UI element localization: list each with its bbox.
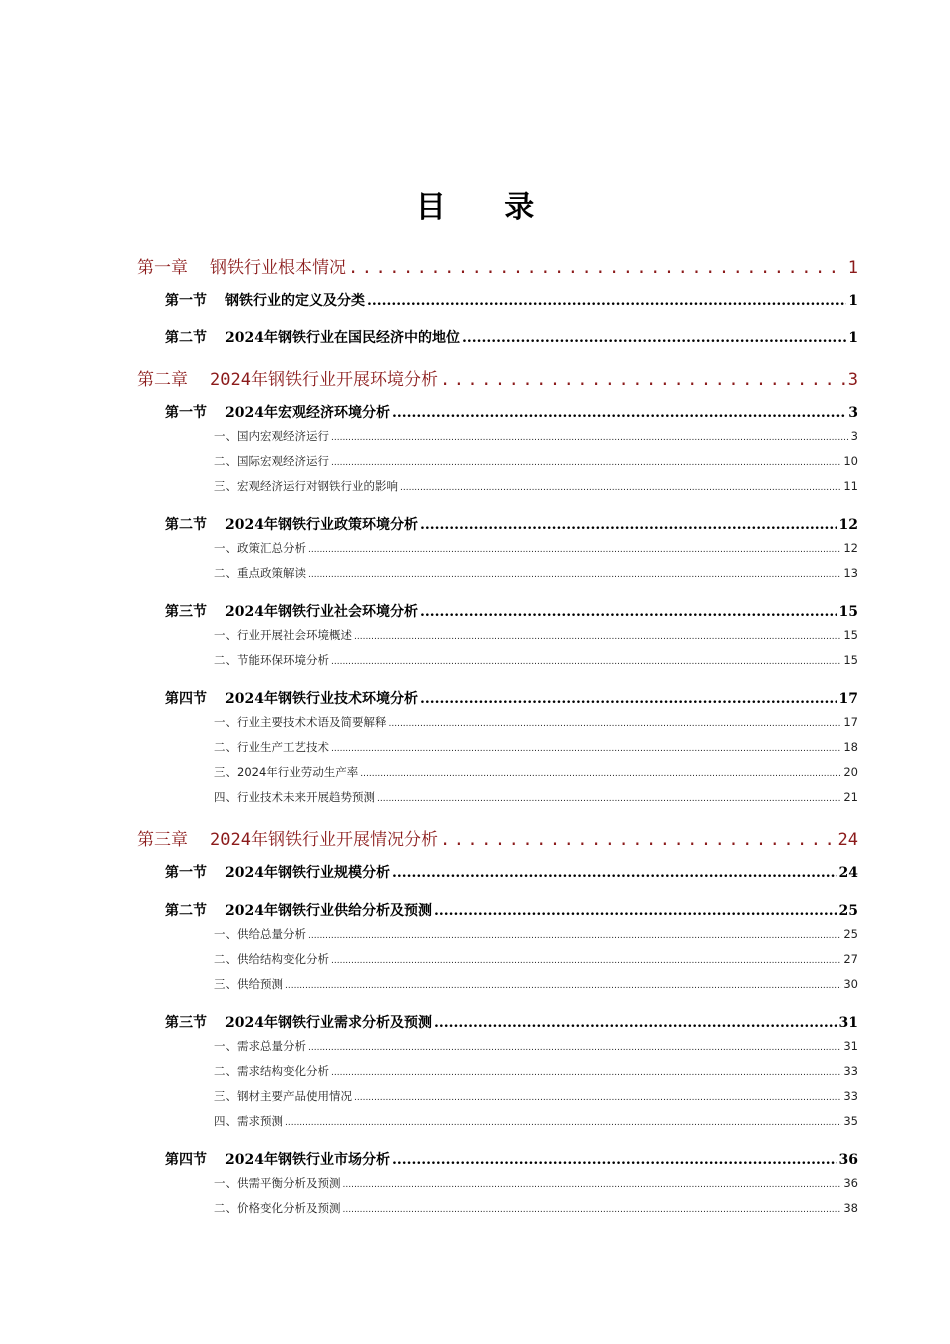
toc-item[interactable] xyxy=(214,926,858,942)
section-title: 2024年宏观经济环境分析 xyxy=(225,405,390,421)
page-number: 33 xyxy=(843,1064,858,1078)
item-title: 一、供需平衡分析及预测 xyxy=(214,1176,341,1190)
dot-leader xyxy=(331,429,849,443)
dot-leader xyxy=(285,1114,841,1128)
page-number: 38 xyxy=(843,1201,858,1215)
page-number: 3 xyxy=(847,370,858,390)
page-number: 3 xyxy=(848,405,858,421)
toc-item[interactable] xyxy=(214,453,858,469)
dot-leader xyxy=(343,1176,842,1190)
toc-section[interactable] xyxy=(165,900,858,920)
dot-leader xyxy=(420,517,837,533)
section-title: 2024年钢铁行业市场分析 xyxy=(225,1152,390,1168)
toc-item[interactable] xyxy=(214,714,858,730)
item-title: 二、行业生产工艺技术 xyxy=(214,740,329,754)
toc-section[interactable] xyxy=(165,1149,858,1169)
toc-item[interactable] xyxy=(214,1063,858,1079)
toc-item[interactable] xyxy=(214,739,858,755)
item-title: 一、需求总量分析 xyxy=(214,1039,306,1053)
toc-chapter[interactable] xyxy=(137,825,858,850)
dot-leader xyxy=(389,715,842,729)
page-number: 35 xyxy=(843,1114,858,1128)
page-number: 24 xyxy=(837,830,858,850)
dot-leader xyxy=(354,628,841,642)
chapter-title: 钢铁行业根本情况 xyxy=(210,258,346,278)
page-number: 25 xyxy=(838,903,858,919)
section-title: 钢铁行业的定义及分类 xyxy=(225,293,365,309)
section-number: 第二节 xyxy=(165,330,207,346)
dot-leader xyxy=(285,977,841,991)
toc-item[interactable] xyxy=(214,789,858,805)
dot-leader xyxy=(331,454,841,468)
toc-section[interactable] xyxy=(165,1012,858,1032)
section-number: 第四节 xyxy=(165,1152,207,1168)
page-number: 24 xyxy=(838,865,858,881)
page-number: 36 xyxy=(843,1176,858,1190)
page-title: 目 录 xyxy=(415,190,559,225)
toc-section[interactable] xyxy=(165,688,858,708)
section-title: 2024年钢铁行业供给分析及预测 xyxy=(225,903,432,919)
item-title: 三、供给预测 xyxy=(214,977,283,991)
toc-item[interactable] xyxy=(214,976,858,992)
page-number: 3 xyxy=(850,429,858,443)
dot-leader xyxy=(400,479,841,493)
item-title: 四、需求预测 xyxy=(214,1114,283,1128)
section-number: 第四节 xyxy=(165,691,207,707)
dot-leader xyxy=(392,405,846,421)
dot-leader xyxy=(331,1064,841,1078)
item-title: 二、供给结构变化分析 xyxy=(214,952,329,966)
page-number: 11 xyxy=(843,479,858,493)
toc-section[interactable] xyxy=(165,601,858,621)
toc-section[interactable] xyxy=(165,862,858,882)
toc-item[interactable] xyxy=(214,428,858,444)
section-number: 第一节 xyxy=(165,293,207,309)
dot-leader xyxy=(308,566,841,580)
item-title: 二、国际宏观经济运行 xyxy=(214,454,329,468)
dot-leader xyxy=(348,258,846,278)
page-number: 17 xyxy=(843,715,858,729)
item-title: 三、钢材主要产品使用情况 xyxy=(214,1089,352,1103)
page-number: 31 xyxy=(843,1039,858,1053)
toc-section[interactable] xyxy=(165,402,858,422)
item-title: 三、宏观经济运行对钢铁行业的影响 xyxy=(214,479,398,493)
dot-leader xyxy=(343,1201,842,1215)
dot-leader xyxy=(462,330,846,346)
dot-leader xyxy=(440,830,836,850)
dot-leader xyxy=(434,1015,837,1031)
toc-section[interactable] xyxy=(165,327,858,347)
section-number: 第二节 xyxy=(165,517,207,533)
chapter-title: 2024年钢铁行业开展情况分析 xyxy=(210,830,438,850)
chapter-number: 第二章 xyxy=(137,370,188,390)
page-number: 13 xyxy=(843,566,858,580)
dot-leader xyxy=(434,903,837,919)
page-number: 25 xyxy=(843,927,858,941)
item-title: 一、供给总量分析 xyxy=(214,927,306,941)
item-title: 一、国内宏观经济运行 xyxy=(214,429,329,443)
section-title: 2024年钢铁行业技术环境分析 xyxy=(225,691,418,707)
toc-section[interactable] xyxy=(165,290,858,310)
page-number: 31 xyxy=(838,1015,858,1031)
toc-item[interactable] xyxy=(214,652,858,668)
page-number: 17 xyxy=(838,691,858,707)
chapter-number: 第三章 xyxy=(137,830,188,850)
toc-item[interactable] xyxy=(214,764,858,780)
section-number: 第一节 xyxy=(165,405,207,421)
dot-leader xyxy=(354,1089,841,1103)
dot-leader xyxy=(392,865,837,881)
section-title: 2024年钢铁行业社会环境分析 xyxy=(225,604,418,620)
toc-chapter[interactable] xyxy=(137,365,858,390)
item-title: 一、行业开展社会环境概述 xyxy=(214,628,352,642)
item-title: 二、节能环保环境分析 xyxy=(214,653,329,667)
dot-leader xyxy=(377,790,841,804)
item-title: 二、价格变化分析及预测 xyxy=(214,1201,341,1215)
page-number: 33 xyxy=(843,1089,858,1103)
page-number: 12 xyxy=(843,541,858,555)
item-title: 三、2024年行业劳动生产率 xyxy=(214,765,359,779)
section-number: 第二节 xyxy=(165,903,207,919)
page-number: 1 xyxy=(848,330,858,346)
item-title: 二、重点政策解读 xyxy=(214,566,306,580)
item-title: 四、行业技术未来开展趋势预测 xyxy=(214,790,375,804)
item-title: 一、政策汇总分析 xyxy=(214,541,306,555)
page-number: 27 xyxy=(843,952,858,966)
section-title: 2024年钢铁行业需求分析及预测 xyxy=(225,1015,432,1031)
page-number: 21 xyxy=(843,790,858,804)
page-number: 15 xyxy=(838,604,858,620)
page-number: 12 xyxy=(838,517,858,533)
page-number: 15 xyxy=(843,628,858,642)
item-title: 二、需求结构变化分析 xyxy=(214,1064,329,1078)
section-number: 第三节 xyxy=(165,1015,207,1031)
dot-leader xyxy=(367,293,846,309)
dot-leader xyxy=(420,691,837,707)
toc-item[interactable] xyxy=(214,1113,858,1129)
toc-item[interactable] xyxy=(214,1038,858,1054)
toc-item[interactable] xyxy=(214,565,858,581)
page-number: 15 xyxy=(843,653,858,667)
dot-leader xyxy=(440,370,846,390)
section-title: 2024年钢铁行业在国民经济中的地位 xyxy=(225,330,460,346)
toc-item[interactable] xyxy=(214,540,858,556)
section-number: 第三节 xyxy=(165,604,207,620)
toc-item[interactable] xyxy=(214,1175,858,1191)
page-number: 1 xyxy=(848,293,858,309)
dot-leader xyxy=(420,604,837,620)
dot-leader xyxy=(331,653,841,667)
page-number: 36 xyxy=(838,1152,858,1168)
chapter-number: 第一章 xyxy=(137,258,188,278)
dot-leader xyxy=(308,541,841,555)
toc-item[interactable] xyxy=(214,1200,858,1216)
dot-leader xyxy=(308,1039,841,1053)
toc-item[interactable] xyxy=(214,627,858,643)
dot-leader xyxy=(331,740,841,754)
toc-section[interactable] xyxy=(165,514,858,534)
dot-leader xyxy=(360,765,841,779)
page-number: 20 xyxy=(843,765,858,779)
page-number: 30 xyxy=(843,977,858,991)
page-number: 1 xyxy=(847,258,858,278)
item-title: 一、行业主要技术术语及简要解释 xyxy=(214,715,387,729)
toc-item[interactable] xyxy=(214,478,858,494)
toc-item[interactable] xyxy=(214,951,858,967)
page-number: 10 xyxy=(843,454,858,468)
section-title: 2024年钢铁行业规模分析 xyxy=(225,865,390,881)
section-title: 2024年钢铁行业政策环境分析 xyxy=(225,517,418,533)
page-number: 18 xyxy=(843,740,858,754)
toc-chapter[interactable] xyxy=(137,253,858,278)
toc-item[interactable] xyxy=(214,1088,858,1104)
section-number: 第一节 xyxy=(165,865,207,881)
dot-leader xyxy=(308,927,841,941)
chapter-title: 2024年钢铁行业开展环境分析 xyxy=(210,370,438,390)
dot-leader xyxy=(331,952,841,966)
dot-leader xyxy=(392,1152,837,1168)
